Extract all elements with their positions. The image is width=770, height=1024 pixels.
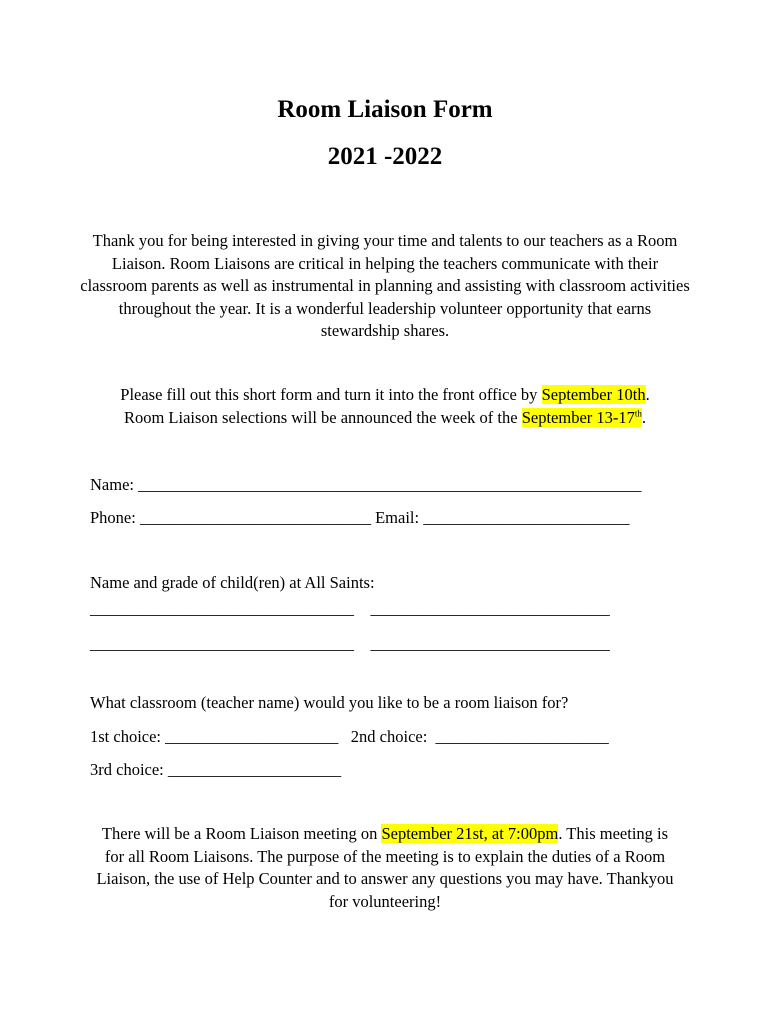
announcement-week-sup: th (634, 408, 642, 418)
name-blank[interactable]: _____________________________________________________________ (133, 475, 642, 494)
form-year: 2021 -2022 (327, 143, 443, 170)
deadline-paragraph (80, 384, 690, 429)
name-field-row (90, 474, 641, 496)
children-blank-row-1[interactable]: ________________________________ _____________________________ (90, 599, 610, 618)
choice1-blank[interactable]: _____________________ (161, 727, 351, 746)
phone-label: Phone: (90, 508, 136, 527)
choice1-label: 1st choice: (90, 727, 162, 746)
children-blank-row-2[interactable]: ________________________________ _____________________________ (90, 634, 610, 653)
announcement-period: . (641, 407, 647, 427)
choice3-row (90, 759, 341, 781)
children-label: Name and grade of child(ren) at All Saints: (90, 573, 375, 592)
meeting-text: There will be a Room Liaison meeting on (101, 824, 382, 843)
choice2-blank[interactable]: _____________________ (427, 727, 609, 746)
meeting-details: . This meeting is for all Room Liaisons. The purpose of the meeting is to explain the duties of a Room Liaison, the use of Help Counter and to answer any questions you may have. Thankyou for volunteering! (96, 824, 674, 911)
phone-blank[interactable]: ____________________________ (135, 508, 376, 527)
deadline-text: Please fill out this short form and turn it into the front office by (120, 385, 542, 404)
announcement-text: Room Liaison selections will be announced the week of the (123, 407, 522, 427)
meeting-paragraph (95, 823, 675, 913)
choice3-blank[interactable]: _____________________ (163, 760, 342, 779)
meeting-date-highlight: September 21st, at 7:00pm (381, 824, 559, 843)
email-blank[interactable]: _________________________ (419, 508, 630, 527)
intro-paragraph: Thank you for being interested in giving your time and talents to our teachers as a Room Liaison. Room Liaisons are critical in helping the teachers communicate with their classroom parents as well as instrumental in planning and assisting with classroom activities throughout the year. It is a wonderful leadership volunteer opportunity that earns stewardship shares. (80, 231, 690, 340)
choices-row (90, 726, 609, 748)
form-title: Room Liaison Form (277, 96, 493, 123)
name-label: Name: (90, 475, 134, 494)
deadline-period: . (645, 385, 650, 404)
contact-field-row (90, 507, 629, 529)
announcement-week-highlight (522, 408, 642, 427)
announcement-week: September 13-17 (521, 407, 635, 427)
choice2-label: 2nd choice: (350, 727, 428, 746)
deadline-date-highlight: September 10th (541, 385, 646, 404)
email-label: Email: (375, 508, 420, 527)
choice3-label: 3rd choice: (90, 760, 164, 779)
classroom-question: What classroom (teacher name) would you like to be a room liaison for? (90, 693, 569, 712)
